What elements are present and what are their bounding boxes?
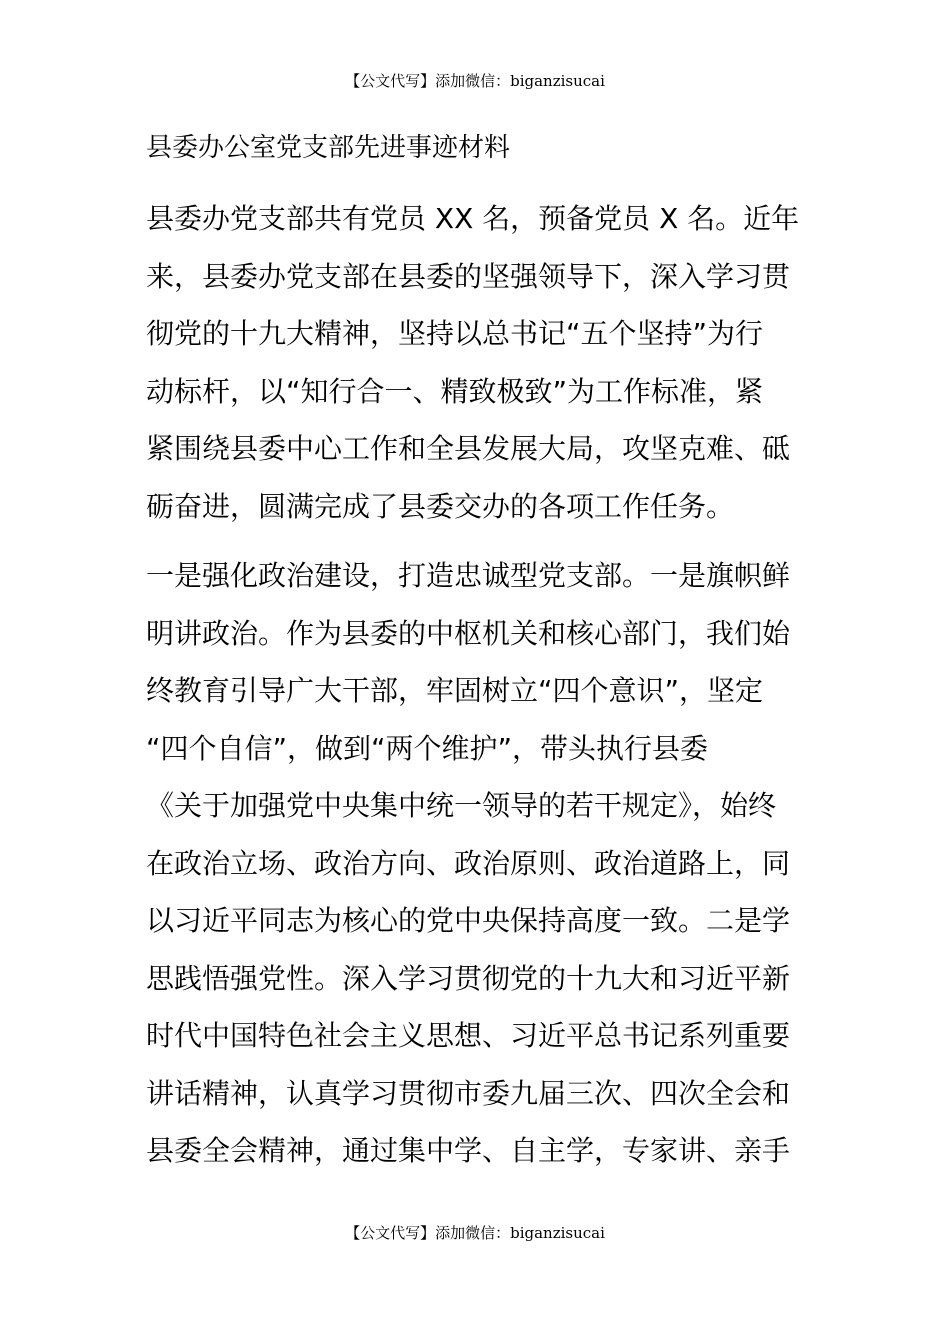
text-line: 一是强化政治建设，打造忠诚型党支部。一是旗帜鲜 (146, 559, 791, 592)
text-line: 砺奋进，圆满完成了县委交办的各项工作任务。 (146, 489, 735, 523)
text-line: 讲话精神，认真学习贯彻市委九届三次、四次全会和 (146, 1076, 791, 1110)
text-line: 明讲政治。作为县委的中枢机关和核心部门，我们始 (146, 616, 791, 650)
text-line: 紧围绕县委中心工作和全县发展大局，攻坚克难、砥 (146, 432, 791, 465)
text-line: 在政治立场、政治方向、政治原则、政治道路上，同 (146, 846, 791, 880)
page-footer: 【公文代写】添加微信：biganzisucai (345, 1224, 605, 1242)
page-header: 【公文代写】添加微信：biganzisucai (345, 72, 605, 90)
text-line: 终教育引导广大干部，牢固树立“四个意识”，坚定 (146, 674, 764, 707)
text-line: 县委全会精神，通过集中学、自主学，专家讲、亲手 (146, 1134, 791, 1167)
text-line: 思践悟强党性。深入学习贯彻党的十九大和习近平新 (146, 961, 791, 995)
text-line: 彻党的十九大精神，坚持以总书记“五个坚持”为行 (146, 317, 764, 350)
text-line: 来，县委办党支部在县委的坚强领导下，深入学习贯 (146, 259, 791, 293)
text-line: 《关于加强党中央集中统一领导的若干规定》，始终 (146, 789, 777, 822)
text-line: 县委办党支部共有党员 XX 名，预备党员 X 名。近年 (146, 202, 800, 235)
text-line: 动标杆，以“知行合一、精致极致”为工作标准，紧 (146, 374, 764, 408)
document-title: 县委办公室党支部先进事迹材料 (146, 133, 511, 163)
text-line: 以习近平同志为核心的党中央保持高度一致。二是学 (146, 904, 791, 937)
text-line: 时代中国特色社会主义思想、习近平总书记系列重要 (146, 1019, 791, 1052)
text-line: “四个自信”，做到“两个维护”，带头执行县委 (146, 731, 709, 765)
paragraph-intro (146, 190, 826, 535)
paragraph-political-building (146, 547, 826, 1180)
